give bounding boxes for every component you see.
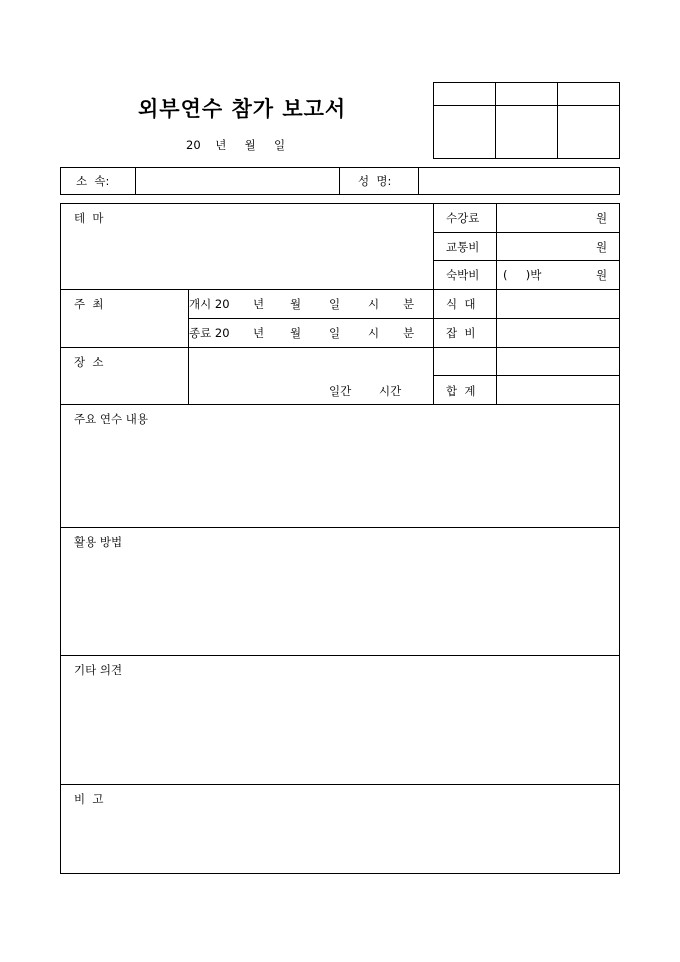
end-month-unit: 월 <box>290 326 302 340</box>
start-year-unit: 년 <box>253 297 265 311</box>
end-prefix: 종료 20 <box>189 326 230 340</box>
end-day-unit: 일 <box>329 326 341 340</box>
opinion-label: 기타 의견 <box>74 663 123 677</box>
usage-field[interactable] <box>61 553 619 654</box>
name-label: 성 명: <box>358 174 392 188</box>
end-hour-unit: 시 <box>368 326 380 340</box>
theme-label: 테 마 <box>74 211 104 225</box>
transport-label: 교통비 <box>446 240 480 254</box>
content-field[interactable] <box>61 430 619 526</box>
approval-cell[interactable] <box>496 83 557 105</box>
total-label: 합 계 <box>446 384 476 398</box>
venue-label: 장 소 <box>74 355 104 369</box>
lodging-unit: 원 <box>596 268 608 282</box>
end-year-unit: 년 <box>253 326 265 340</box>
remarks-field[interactable] <box>61 810 619 873</box>
page-title: 외부연수 참가 보고서 <box>138 96 347 121</box>
start-minute-unit: 분 <box>403 297 415 311</box>
date-line: 20 년 월 일 <box>186 138 286 152</box>
host-label: 주 최 <box>74 297 104 311</box>
approval-cell[interactable] <box>434 83 495 105</box>
tuition-unit: 원 <box>596 211 608 225</box>
venue-days: 일간 <box>329 384 352 398</box>
total-field[interactable] <box>497 376 619 404</box>
affiliation-field[interactable] <box>136 168 339 194</box>
lodging-nights[interactable]: ( )박 <box>503 268 542 282</box>
start-day-unit: 일 <box>329 297 341 311</box>
meals-label: 식 대 <box>446 297 476 311</box>
approval-sign-cell[interactable] <box>558 106 619 158</box>
transport-field[interactable] <box>497 233 589 260</box>
approval-sign-cell[interactable] <box>434 106 495 158</box>
name-field[interactable] <box>419 168 619 194</box>
opinion-field[interactable] <box>61 681 619 783</box>
tuition-field[interactable] <box>497 204 589 232</box>
theme-field[interactable] <box>120 204 432 288</box>
lodging-label: 숙박비 <box>446 268 480 282</box>
start-hour-unit: 시 <box>368 297 380 311</box>
content-label: 주요 연수 내용 <box>74 412 148 426</box>
affiliation-label: 소 속: <box>76 174 110 188</box>
start-month-unit: 월 <box>290 297 302 311</box>
tuition-label: 수강료 <box>446 211 480 225</box>
remarks-label: 비 고 <box>74 792 104 806</box>
approval-cell[interactable] <box>558 83 619 105</box>
misc-label: 잡 비 <box>446 326 476 340</box>
venue-hours: 시간 <box>379 384 402 398</box>
misc-field[interactable] <box>497 319 619 347</box>
usage-label: 활용 방법 <box>74 535 123 549</box>
approval-sign-cell[interactable] <box>496 106 557 158</box>
end-minute-unit: 분 <box>403 326 415 340</box>
meals-field[interactable] <box>497 290 619 318</box>
transport-unit: 원 <box>596 240 608 254</box>
start-prefix: 개시 20 <box>189 297 230 311</box>
